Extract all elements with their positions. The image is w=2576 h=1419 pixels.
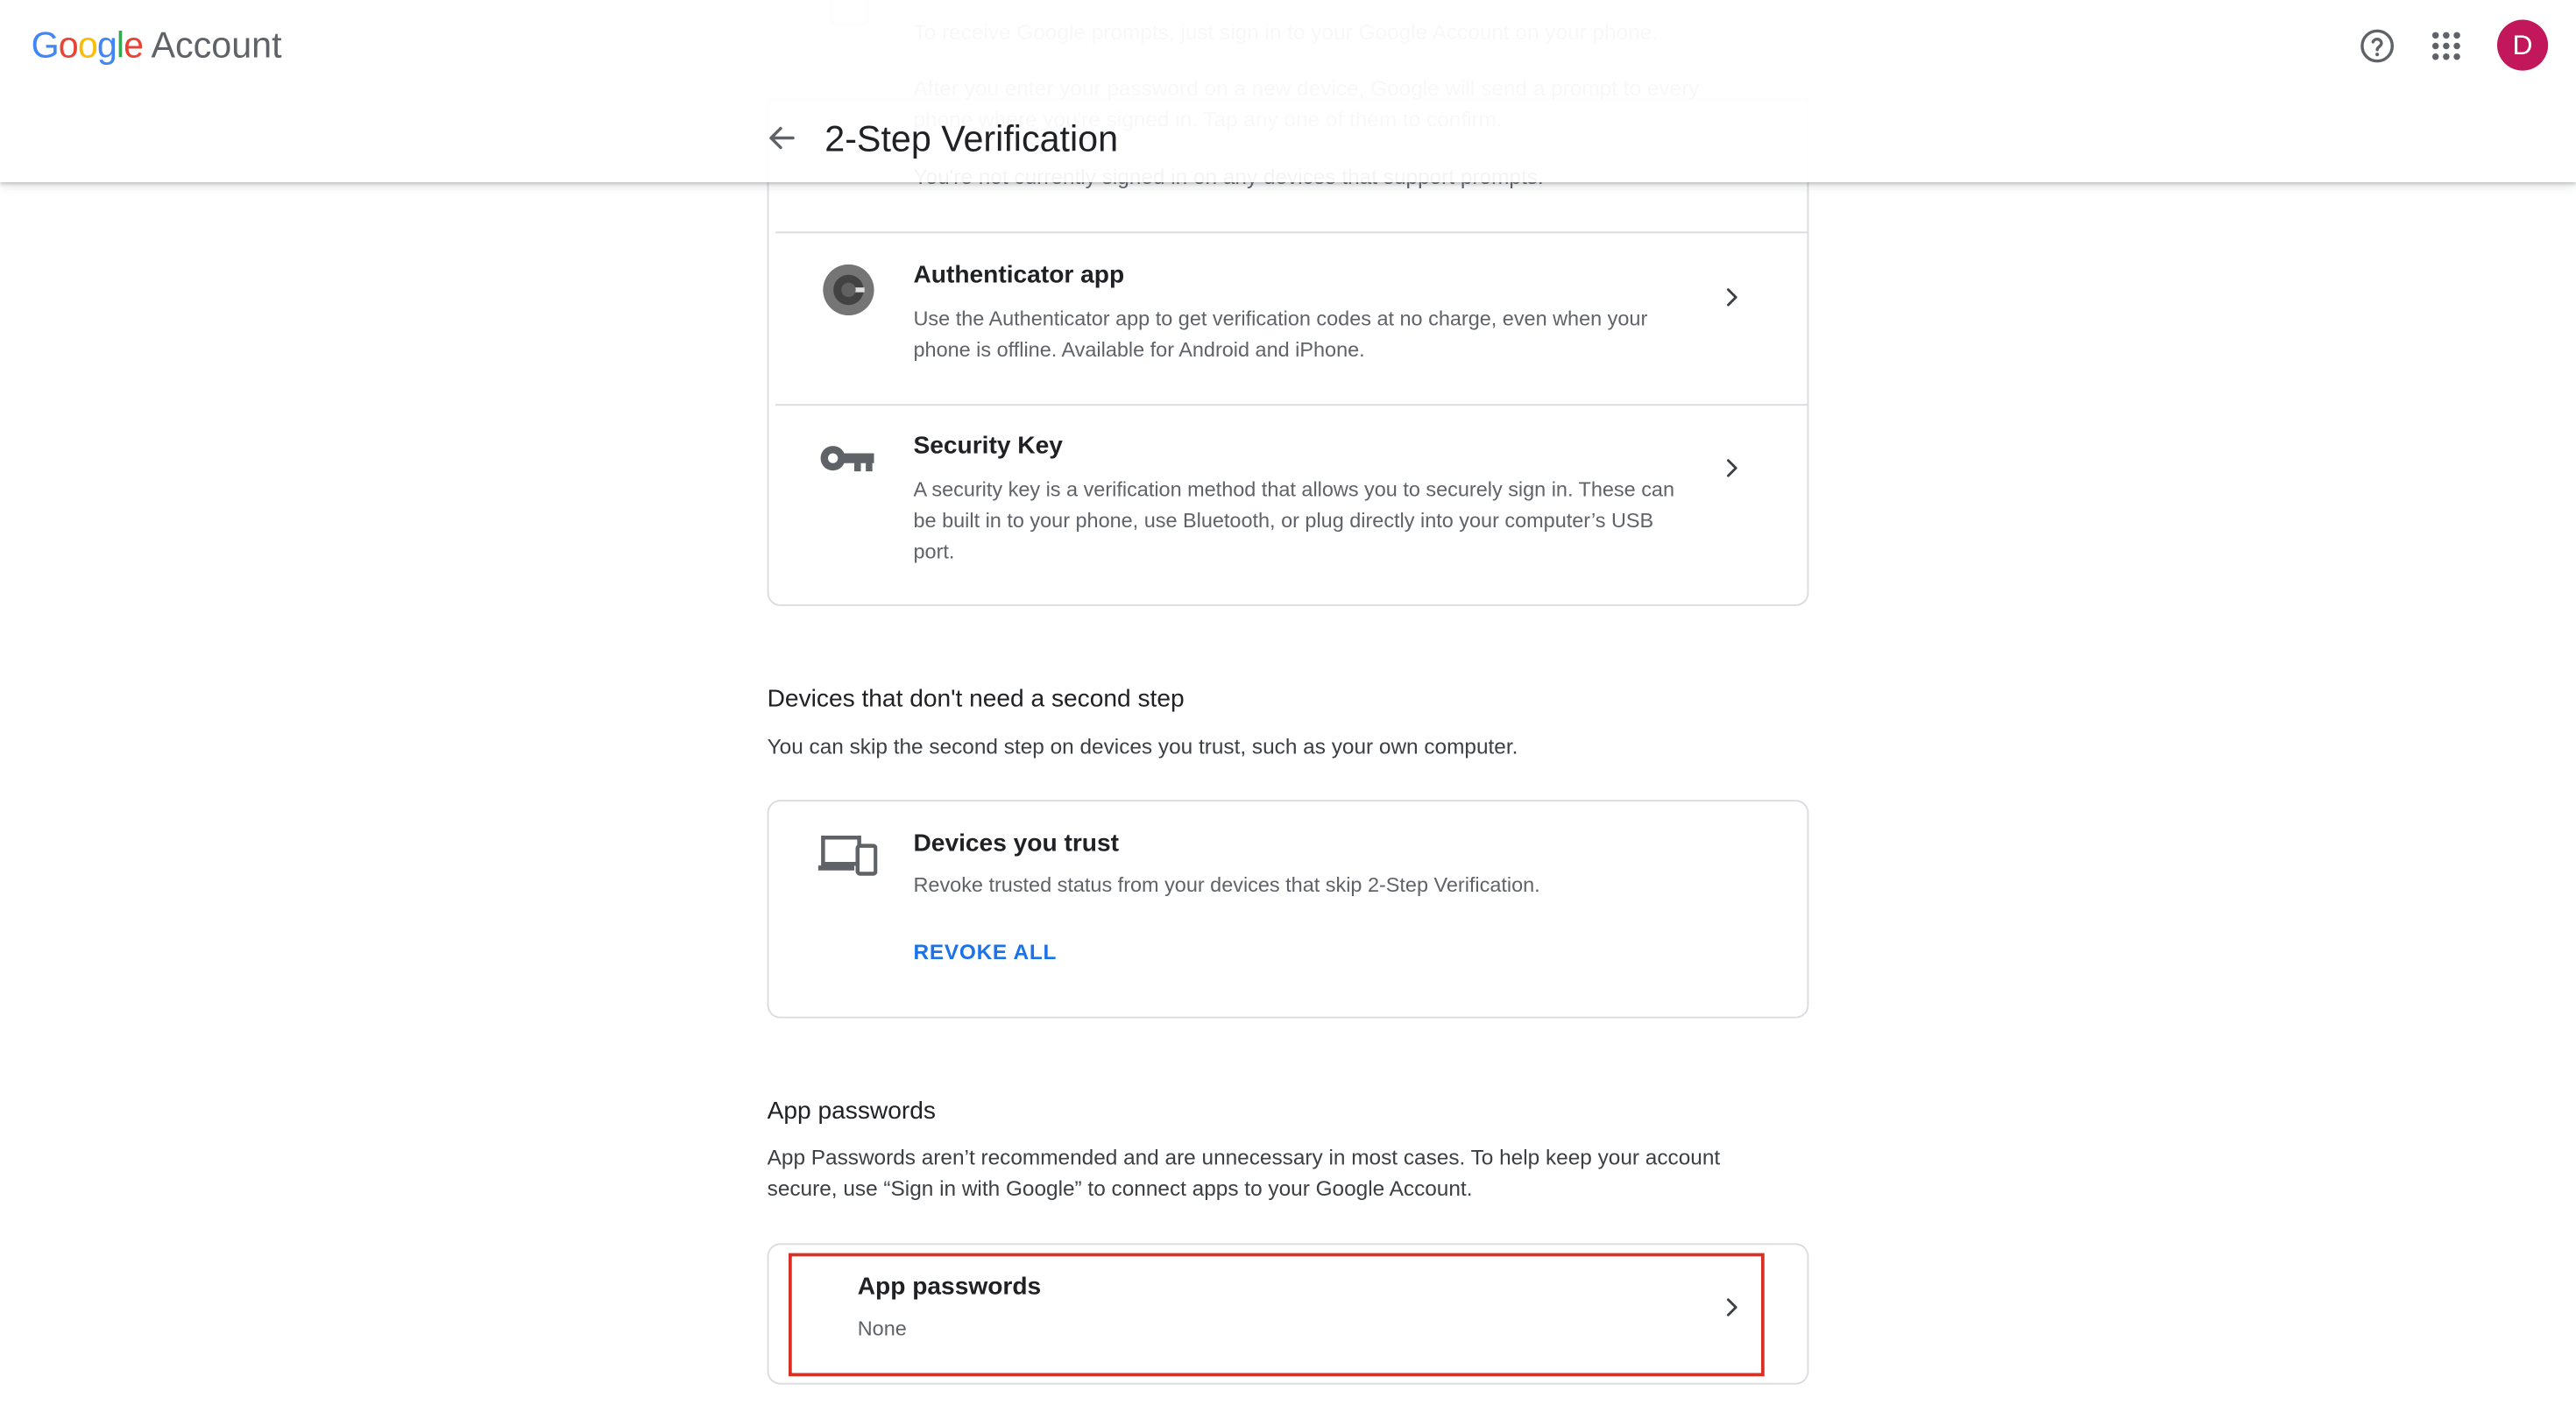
security-key-description: A security key is a verification method that allows you to securely sign in. These can be built in to your phone, use Bluetooth, or plug directly into your computer’s USB port. — [913, 477, 1675, 564]
authenticator-app-row[interactable] — [769, 233, 1808, 404]
authenticator-icon — [818, 259, 878, 319]
google-apps-button[interactable] — [2420, 20, 2473, 73]
devices-you-trust-description: Revoke trusted status from your devices that skip 2-Step Verification. — [913, 873, 1540, 897]
app-passwords-title: App passwords — [857, 1273, 1042, 1301]
devices-section-title: Devices that don't need a second step — [767, 684, 1185, 713]
devices-you-trust-title: Devices you trust — [913, 829, 1119, 858]
top-app-bar — [0, 0, 2576, 182]
devices-you-trust-card — [768, 800, 1809, 1018]
back-arrow-icon — [766, 122, 799, 155]
account-label: Account — [151, 25, 282, 66]
app-passwords-card[interactable] — [768, 1243, 1809, 1384]
chevron-right-icon — [1716, 1291, 1749, 1324]
authenticator-title: Authenticator app — [913, 261, 1125, 289]
page-title: 2-Step Verification — [824, 118, 1119, 159]
authenticator-description: Use the Authenticator app to get verification codes at no charge, even when your phone is offline. Available for Android and iPhone. — [913, 307, 1648, 362]
chevron-right-icon — [1716, 281, 1749, 314]
google-account-logo[interactable] — [32, 23, 282, 69]
back-button[interactable] — [759, 115, 805, 161]
chevron-right-icon — [1716, 452, 1749, 485]
account-avatar[interactable]: D — [2497, 20, 2548, 71]
security-key-row[interactable] — [769, 406, 1808, 606]
help-button[interactable] — [2351, 20, 2403, 73]
devices-icon — [818, 826, 878, 886]
key-icon — [818, 428, 878, 488]
apps-grid-icon — [2431, 32, 2461, 61]
revoke-all-button[interactable]: REVOKE ALL — [913, 939, 1058, 964]
google-wordmark: Google — [31, 25, 144, 66]
security-key-title: Security Key — [913, 432, 1063, 460]
app-passwords-section-title: App passwords — [767, 1097, 936, 1126]
devices-section-description: You can skip the second step on devices you trust, such as your own computer. — [767, 734, 1518, 759]
app-passwords-section-description: App Passwords aren’t recommended and are unnecessary in most cases. To help keep your account secure, use “Sign in with Google” to connect apps to your Google Account. — [767, 1144, 1721, 1201]
help-icon — [2360, 28, 2396, 64]
app-passwords-value: None — [857, 1317, 907, 1340]
